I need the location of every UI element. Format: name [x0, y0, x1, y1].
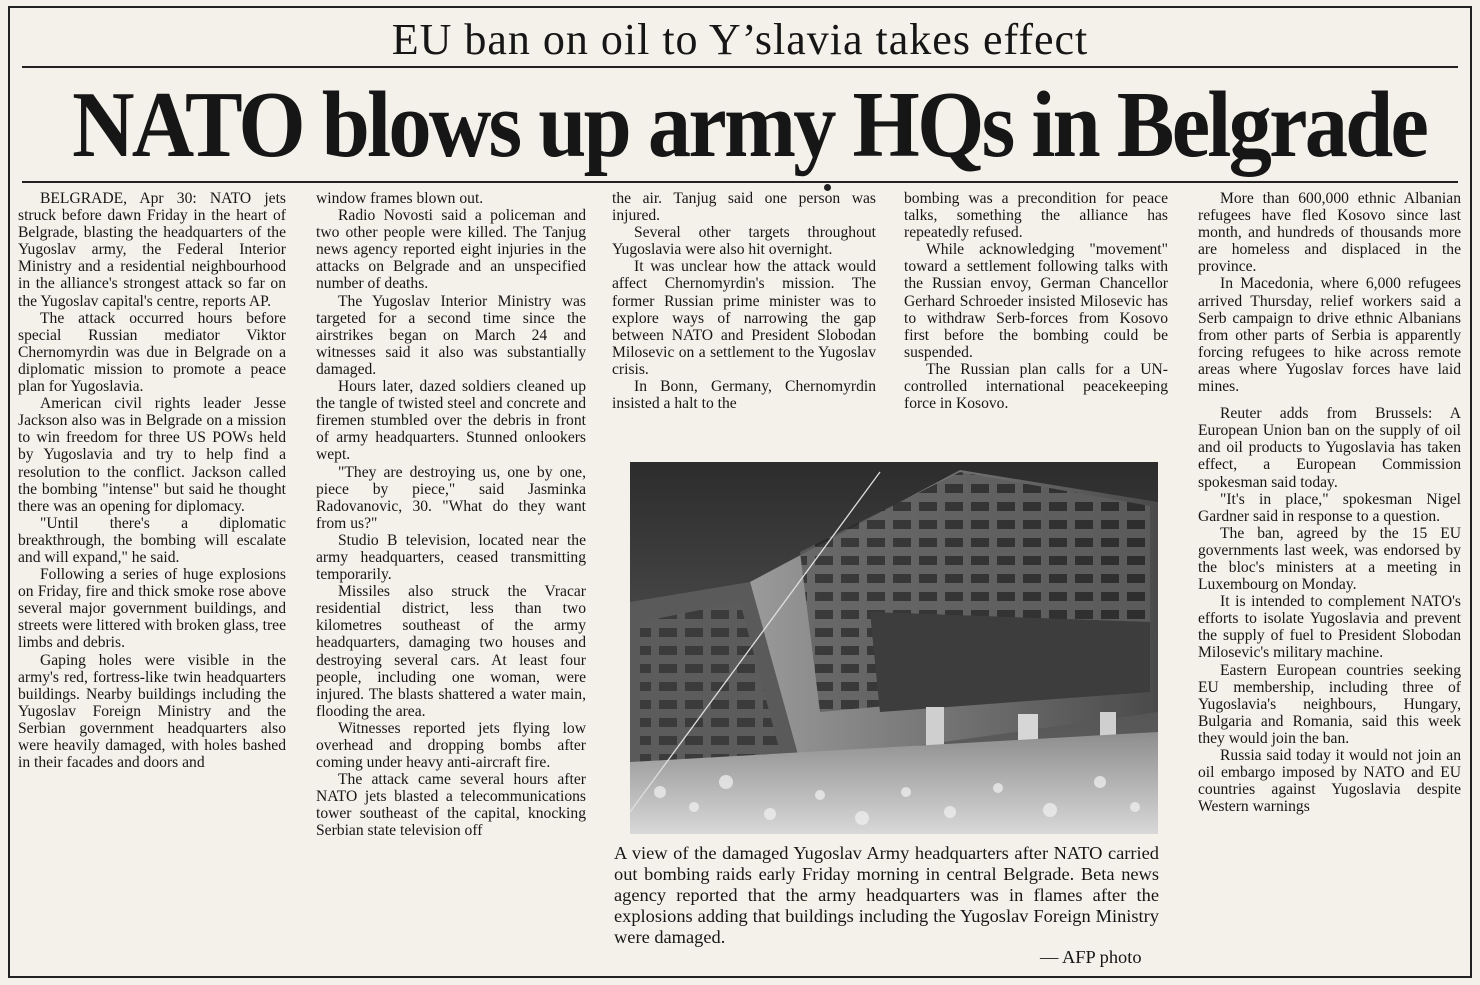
col4-para: bombing was a precondition for peace talks, something the alliance has repeatedly refused. — [904, 190, 1168, 242]
col5-para: "It's in place," spokesman Nigel Gardner said in response to a question. — [1198, 490, 1461, 525]
col5-para: The ban, agreed by the 15 EU governments last week, was endorsed by the bloc's ministers at a meeting in Luxembourg on Monday. — [1198, 524, 1461, 594]
main-headline: NATO blows up army HQs in Belgrade — [72, 73, 1427, 177]
column-2 — [316, 190, 586, 972]
body-rule — [22, 181, 1458, 183]
col2-para: Witnesses reported jets flying low overhead and dropping bombs after coming under heavy anti-aircraft fire. — [316, 719, 586, 772]
col3-para: In Bonn, Germany, Chernomyrdin insisted a halt to the — [612, 378, 876, 413]
col5-para: More than 600,000 ethnic Albanian refugees have fled Kosovo since last month, and hundreds of thousands more are homeless and displaced in the province. — [1198, 190, 1461, 276]
col5-para: Russia said today it would not join an oil embargo imposed by NATO and EU countries against Yugoslavia despite Western warnings — [1198, 747, 1461, 816]
col5-para: In Macedonia, where 6,000 refugees arrived Thursday, relief workers said a Serb campaign to drive ethnic Albanians from other parts of Serbia is apparently forcing refugees to hike across remote areas where Yugoslav forces have laid mines. — [1198, 275, 1461, 396]
col5-para: Eastern European countries seeking EU membership, including three of Yugoslavia's neighbours, Hungary, Bulgaria and Romania, said this week they would join the ban. — [1198, 661, 1461, 747]
col5-para: It is intended to complement NATO's efforts to isolate Yugoslavia and prevent the supply of fuel to President Slobodan Milosevic's military machine. — [1198, 593, 1461, 662]
col2-para: Missiles also struck the Vracar residential district, less than two kilometres southeast of the army headquarters, damaging two houses and destroying several cars. At least four people, including one woman, were injured. The blasts shattered a water main, flooding the area. — [316, 583, 586, 720]
kicker-headline: EU ban on oil to Y’slavia takes effect — [391, 15, 1089, 64]
col1-para: Following a series of huge explosions on Friday, fire and thick smoke rose above several major government buildings, and streets were littered with broken glass, tree limbs and debris. — [18, 566, 286, 652]
col1-para: The attack occurred hours before special Russian mediator Viktor Chernomyrdin was due in Belgrade on a diplomatic mission to promote a peace plan for Yugoslavia. — [18, 309, 286, 396]
col2-para: Studio B television, located near the army headquarters, ceased transmitting temporarily. — [316, 531, 586, 584]
col1-para: BELGRADE, Apr 30: NATO jets struck before dawn Friday in the heart of Belgrade, blasting the headquarters of the Yugoslav army, the Federal Interior Ministry and a residential neighbourhood in the alliance's strongest attack so far on the Yugoslav capital's centre, reports AP. — [18, 190, 286, 310]
photo-credit: — AFP photo — [1040, 947, 1142, 967]
col3-para: the air. Tanjug said one person was injured. — [612, 190, 876, 225]
damaged-building-image — [630, 462, 1158, 834]
col3-para: It was unclear how the attack would affect Chernomyrdin's mission. The former Russian prime minister was to explore ways of narrowing the gap between NATO and President Slobodan Milosevic on a settlement to the Yugoslav crisis. — [612, 258, 876, 378]
col3-para: Several other targets throughout Yugoslavia were also hit overnight. — [612, 224, 876, 259]
col1-para: Gaping holes were visible in the army's red, fortress-like twin headquarters buildings. Nearby buildings including the Yugoslav Foreign Ministry and the Serbian government headquarters also were heavily damaged, with holes bashed in their facades and doors and — [18, 651, 286, 772]
col2-para: The Yugoslav Interior Ministry was targeted for a second time since the airstrikes began on March 24 and witnesses said it also was substantially damaged. — [316, 292, 586, 378]
col2-para: "They are destroying us, one by one, piece by piece," said Jasminka Radovanovic, 30. "What do they want from us?" — [316, 463, 586, 532]
column-4 — [904, 190, 1168, 454]
col2-para: Radio Novosti said a policeman and two other people were killed. The Tanjug news agency reported eight injuries in the attacks on Belgrade and an unspecified number of deaths. — [316, 207, 586, 293]
column-1 — [18, 190, 286, 972]
col1-para: "Until there's a diplomatic breakthrough, the bombing will escalate and will expand," he said. — [18, 514, 286, 566]
column-3 — [612, 190, 876, 452]
headline-rule — [22, 66, 1458, 68]
headquarters-photo — [630, 462, 1158, 834]
col4-para: The Russian plan calls for a UN-controlled international peacekeeping force in Kosovo. — [904, 360, 1168, 413]
col1-para: American civil rights leader Jesse Jackson also was in Belgrade on a mission to win freedom for three US POWs held by Yugoslavia and try to help find a resolution to the conflict. Jackson called the bombing "intense" but said he thought there was an opening for diplomacy. — [18, 395, 286, 515]
col2-para: window frames blown out. — [316, 190, 484, 207]
col4-para: While acknowledging "movement" toward a settlement following talks with the Russian envoy, German Chancellor Gerhard Schroeder insisted Milosevic has to withdraw Serb-forces from Kosovo first before the bombing could be suspended. — [904, 241, 1168, 361]
col5-para: Reuter adds from Brussels: A European Union ban on the supply of oil and oil products to Yugoslavia has taken effect, a European Commission spokesman said today. — [1198, 405, 1461, 491]
col2-para: The attack came several hours after NATO jets blasted a telecommunications tower southeast of the capital, knocking Serbian state television off — [316, 771, 586, 840]
photo-caption: A view of the damaged Yugoslav Army headquarters after NATO carried out bombing raids early Friday morning in central Belgrade. Beta news agency reported that the army headquarters was in flames after the explosions adding that buildings including the Yugoslav Foreign Ministry were damaged. — [614, 843, 1159, 947]
column-5 — [1198, 190, 1461, 972]
col2-para: Hours later, dazed soldiers cleaned up the tangle of twisted steel and concrete and firemen stumbled over the debris in front of army headquarters. Stunned onlookers wept. — [316, 378, 586, 464]
